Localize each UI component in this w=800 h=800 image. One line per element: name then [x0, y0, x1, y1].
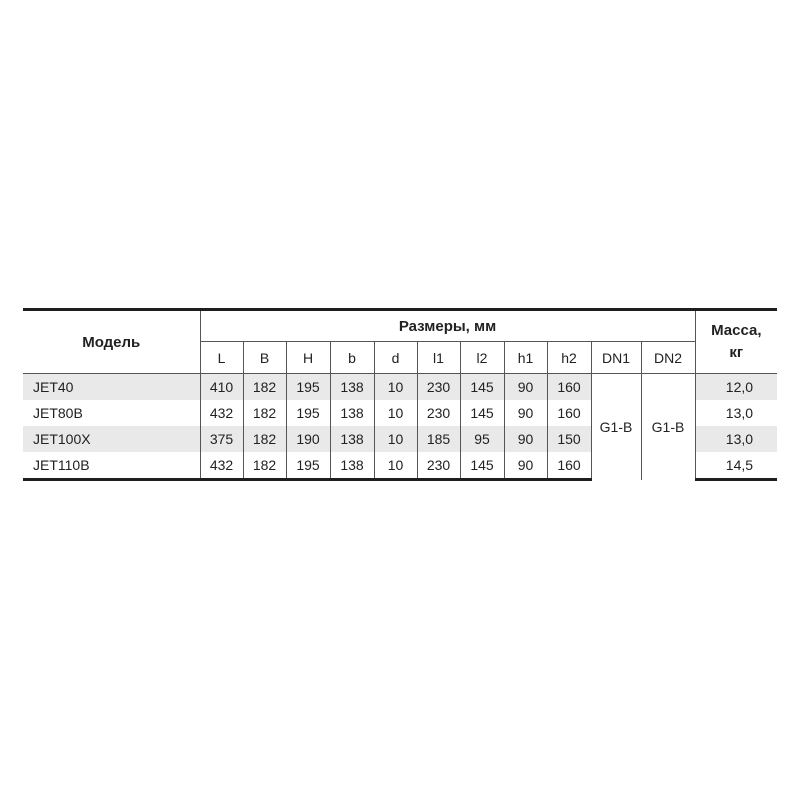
col-header-L: L	[200, 342, 243, 374]
cell-B: 182	[243, 426, 286, 452]
cell-L: 432	[200, 400, 243, 426]
cell-l2: 145	[460, 452, 504, 480]
cell-B: 182	[243, 400, 286, 426]
cell-B: 182	[243, 452, 286, 480]
cell-DN1-merged: G1-B	[591, 374, 641, 480]
cell-d: 10	[374, 426, 417, 452]
table-row	[23, 374, 777, 401]
model-cell: JET100X	[23, 426, 200, 452]
cell-mass: 13,0	[695, 400, 777, 426]
col-header-DN2: DN2	[641, 342, 695, 374]
cell-l2: 95	[460, 426, 504, 452]
cell-b: 138	[330, 452, 374, 480]
model-cell: JET40	[23, 374, 200, 401]
col-header-l1: l1	[417, 342, 460, 374]
col-header-H: H	[286, 342, 330, 374]
cell-h2: 160	[547, 374, 591, 401]
col-header-h1: h1	[504, 342, 547, 374]
cell-h2: 160	[547, 452, 591, 480]
cell-L: 410	[200, 374, 243, 401]
cell-H: 195	[286, 400, 330, 426]
col-header-B: B	[243, 342, 286, 374]
cell-d: 10	[374, 452, 417, 480]
cell-d: 10	[374, 374, 417, 401]
mass-header-line2: кг	[729, 344, 744, 361]
dimensions-table	[23, 308, 777, 481]
cell-h1: 90	[504, 400, 547, 426]
cell-d: 10	[374, 400, 417, 426]
cell-h1: 90	[504, 374, 547, 401]
cell-h2: 160	[547, 400, 591, 426]
model-cell: JET110B	[23, 452, 200, 480]
model-cell: JET80B	[33, 405, 83, 421]
cell-l1: 185	[417, 426, 460, 452]
col-header-DN1: DN1	[591, 342, 641, 374]
cell-b: 138	[330, 374, 374, 401]
col-header-b: b	[330, 342, 374, 374]
cell-l2: 145	[460, 400, 504, 426]
cell-b: 138	[330, 426, 374, 452]
cell-L: 375	[200, 426, 243, 452]
dimensions-table-container	[23, 308, 777, 481]
cell-mass: 13,0	[695, 426, 777, 452]
cell-l2: 145	[460, 374, 504, 401]
cell-l1: 230	[417, 374, 460, 401]
dimensions-group-header: Размеры, мм	[200, 310, 695, 342]
cell-h1: 90	[504, 426, 547, 452]
cell-l1: 230	[417, 400, 460, 426]
cell-H: 190	[286, 426, 330, 452]
col-header-h2: h2	[547, 342, 591, 374]
cell-l1: 230	[417, 452, 460, 480]
cell-L: 432	[200, 452, 243, 480]
cell-b: 138	[330, 400, 374, 426]
mass-column-header	[695, 310, 777, 374]
cell-DN2-merged: G1-B	[641, 374, 695, 480]
cell-h1: 90	[504, 452, 547, 480]
cell-h2: 150	[547, 426, 591, 452]
col-header-d: d	[374, 342, 417, 374]
mass-header-line1: Масса,	[711, 322, 762, 339]
cell-H: 195	[286, 374, 330, 401]
col-header-l2: l2	[460, 342, 504, 374]
cell-mass: 12,0	[695, 374, 777, 401]
cell-B: 182	[243, 374, 286, 401]
cell-mass: 14,5	[695, 452, 777, 480]
cell-H: 195	[286, 452, 330, 480]
model-column-header: Модель	[23, 310, 200, 374]
